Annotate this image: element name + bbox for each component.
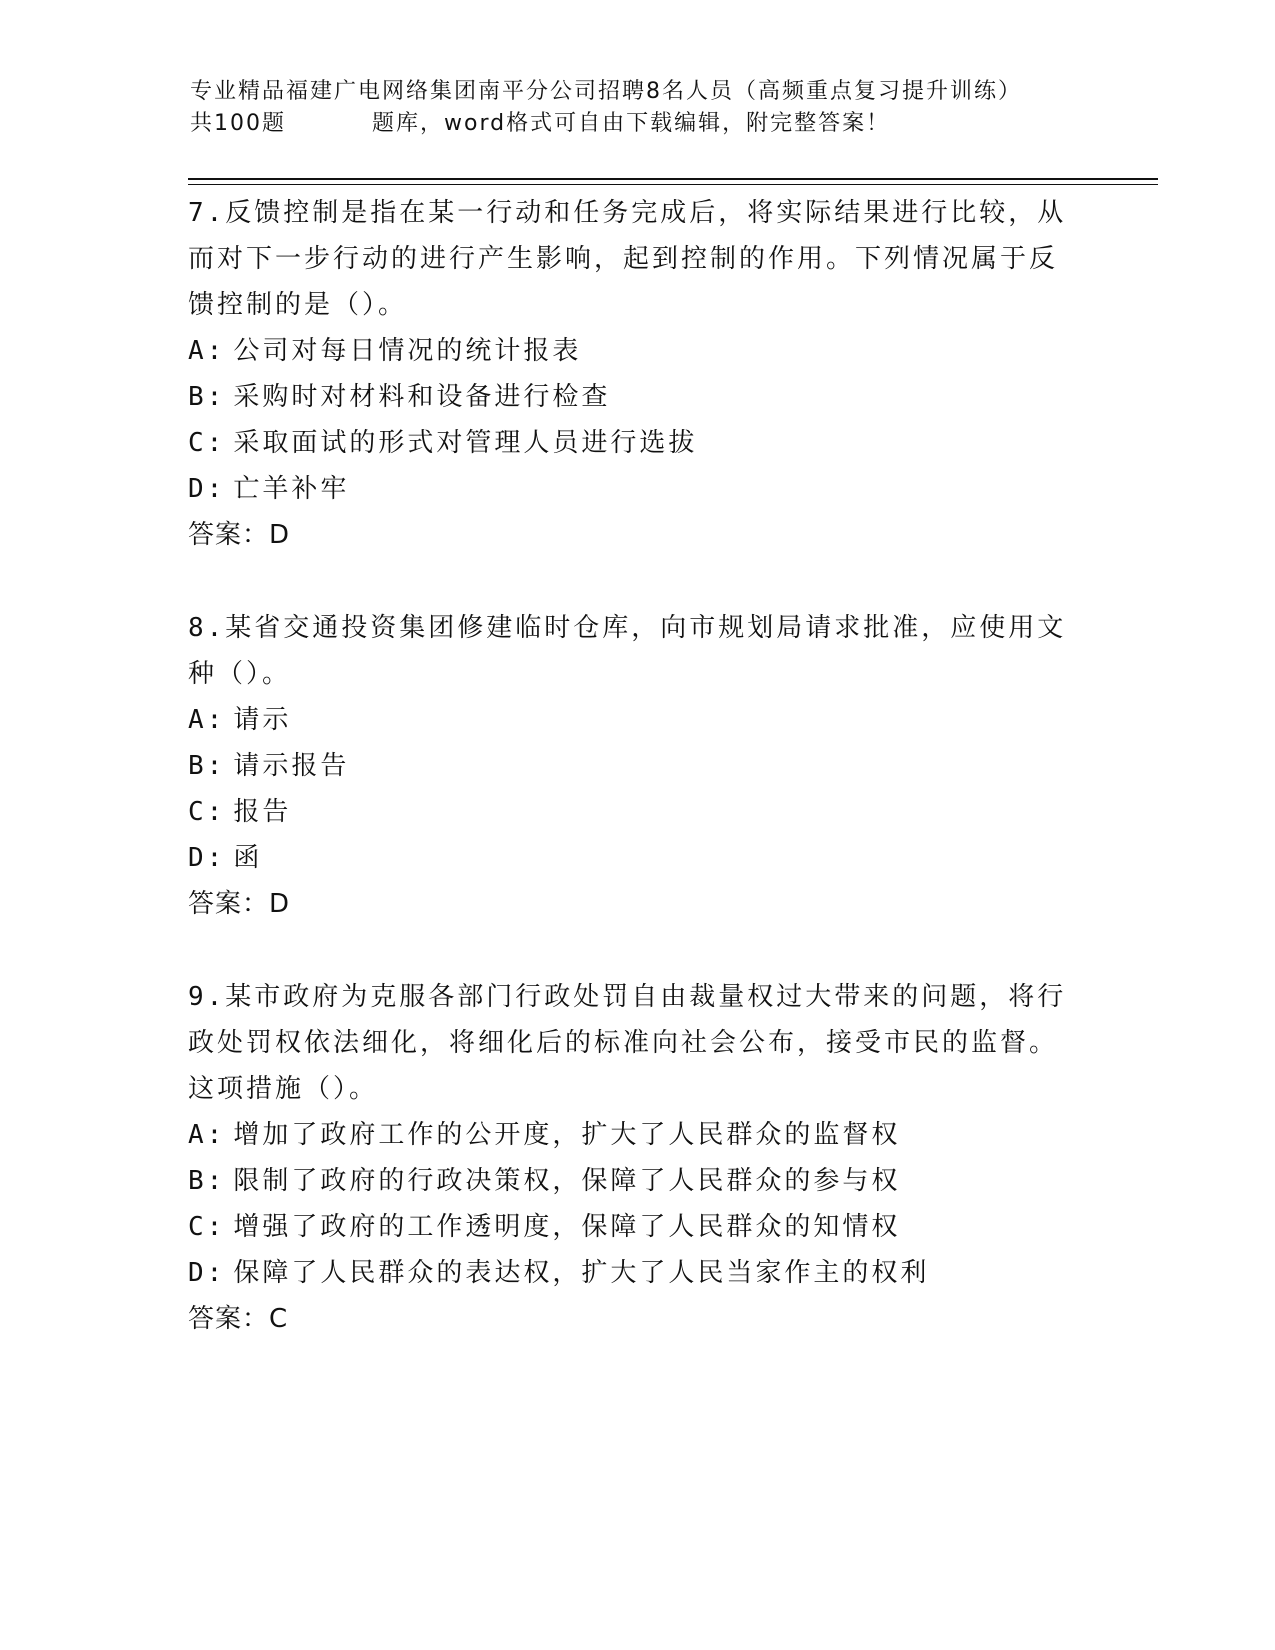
option-a: A: 增加了政府工作的公开度，扩大了人民群众的监督权 <box>188 1120 901 1150</box>
header-subtitle-line <box>190 108 1090 140</box>
option-b: B: 限制了政府的行政决策权，保障了人民群众的参与权 <box>188 1166 901 1196</box>
option-d: D: 保障了人民群众的表达权，扩大了人民当家作主的权利 <box>188 1258 930 1288</box>
header-divider-thin <box>188 184 1158 185</box>
answer-line: 答案：D <box>188 889 291 919</box>
question-stem: 8.某省交通投资集团修建临时仓库，向市规划局请求批准，应使用文种（）。 <box>188 613 1067 689</box>
question-count: 共100题 <box>190 111 286 136</box>
option-c: C: 增强了政府的工作透明度，保障了人民群众的知情权 <box>188 1212 901 1242</box>
option-c: C: 报告 <box>188 797 292 827</box>
question-item <box>188 974 1068 1342</box>
question-item <box>188 190 1068 558</box>
answer-line: 答案：D <box>188 520 291 550</box>
question-stem: 9.某市政府为克服各部门行政处罚自由裁量权过大带来的问题，将行政处罚权依法细化，将细化后的标准向社会公布，接受市民的监督。这项措施（）。 <box>188 982 1067 1104</box>
option-b: B: 采购时对材料和设备进行检查 <box>188 382 611 412</box>
header-note: 题库，word格式可自由下载编辑，附完整答案！ <box>372 111 891 136</box>
option-a: A: 请示 <box>188 705 292 735</box>
question-item <box>188 605 1068 927</box>
question-stem: 7.反馈控制是指在某一行动和任务完成后，将实际结果进行比较，从而对下一步行动的进行产生影响，起到控制的作用。下列情况属于反馈控制的是（）。 <box>188 198 1067 320</box>
question-list <box>188 190 1068 1389</box>
document-header <box>190 76 1090 140</box>
option-b: B: 请示报告 <box>188 751 350 781</box>
option-c: C: 采取面试的形式对管理人员进行选拔 <box>188 428 698 458</box>
header-title-line: 专业精品福建广电网络集团南平分公司招聘8名人员（高频重点复习提升训练） <box>190 79 1022 104</box>
option-a: A: 公司对每日情况的统计报表 <box>188 336 582 366</box>
answer-line: 答案：C <box>188 1304 289 1334</box>
option-d: D: 亡羊补牢 <box>188 474 350 504</box>
header-divider-thick <box>188 178 1158 180</box>
option-d: D: 函 <box>188 843 263 873</box>
